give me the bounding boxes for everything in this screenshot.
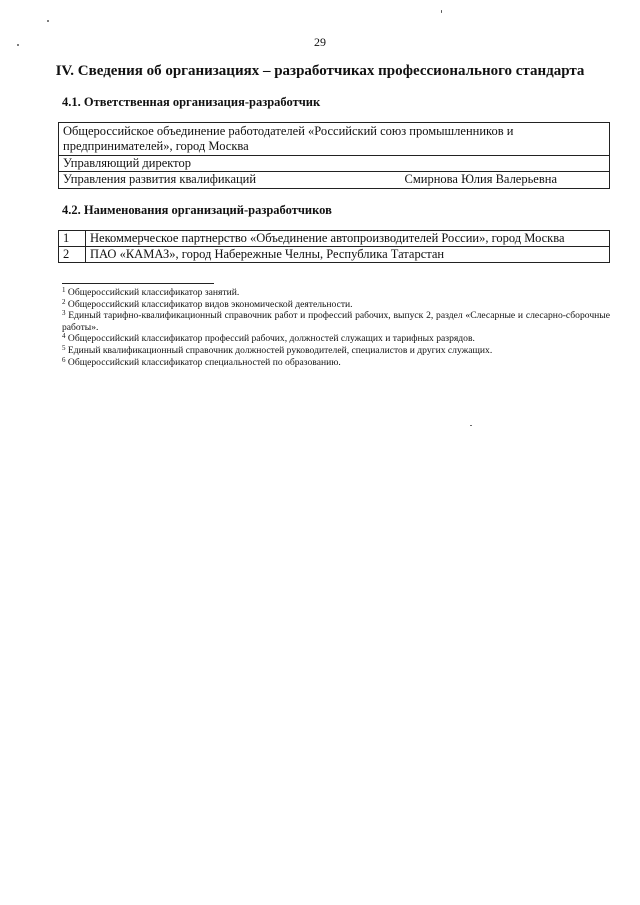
organization-name: ПАО «КАМАЗ», город Набережные Челны, Республика Татарстан	[86, 247, 610, 263]
footnotes	[62, 287, 610, 368]
footnote-text: Общероссийский классификатор специальностей по образованию.	[67, 356, 341, 368]
page-number: 29	[314, 35, 326, 49]
footnote-separator	[62, 283, 214, 284]
footnote-number: 1	[62, 286, 66, 294]
footnote	[62, 299, 610, 311]
footnote-number: 5	[62, 343, 66, 352]
developer-organizations-table	[58, 230, 610, 263]
row-number: 1	[59, 231, 86, 247]
section-title: IV. Сведения об организациях – разработчиках профессионального стандарта	[55, 63, 585, 79]
footnote-number: 3	[62, 309, 66, 318]
scan-mark	[441, 10, 442, 13]
table-row	[59, 231, 610, 247]
scan-mark	[47, 20, 49, 22]
footnote-text: Общероссийский классификатор профессий рабочих, должностей служащих и тарифных разрядов.	[67, 333, 475, 345]
footnote-text: Общероссийский классификатор видов экономической деятельности.	[67, 298, 353, 310]
subsection-2-heading: 4.2. Наименования организаций-разработчиков	[62, 203, 332, 217]
organization-name: Некоммерческое партнерство «Объединение автопроизводителей России», город Москва	[86, 231, 610, 247]
responsible-person: Смирнова Юлия Валерьевна	[404, 172, 557, 186]
position-line-2-cell	[59, 172, 610, 189]
table-row	[59, 247, 610, 263]
footnote-number: 6	[62, 355, 66, 364]
subsection-1-heading: 4.1. Ответственная организация-разработчик	[62, 95, 321, 109]
row-number: 2	[59, 247, 86, 263]
footnote	[62, 287, 610, 299]
scan-mark	[470, 425, 472, 426]
footnote	[62, 310, 610, 333]
footnote-number: 4	[62, 332, 66, 341]
footnote-text: Единый тарифно-квалификационный справочник работ и профессий рабочих, выпуск 2, раздел «Слесарные и слесарно-сборочные работы».	[62, 310, 610, 333]
footnote-number: 2	[62, 297, 66, 306]
position-line-1: Управляющий директор	[63, 156, 191, 170]
footnote	[62, 345, 610, 357]
footnote-text: Общероссийский классификатор занятий.	[67, 287, 240, 298]
footnote	[62, 333, 610, 345]
responsible-organization-name: Общероссийское объединение работодателей «Российский союз промышленников и предпринимателей», город Москва	[59, 123, 610, 156]
responsible-organization-table	[58, 122, 610, 189]
footnote	[62, 357, 610, 369]
footnote-text: Единый квалификационный справочник должностей руководителей, специалистов и других служащих.	[67, 344, 493, 356]
position-line-2: Управления развития квалификаций	[63, 172, 257, 186]
